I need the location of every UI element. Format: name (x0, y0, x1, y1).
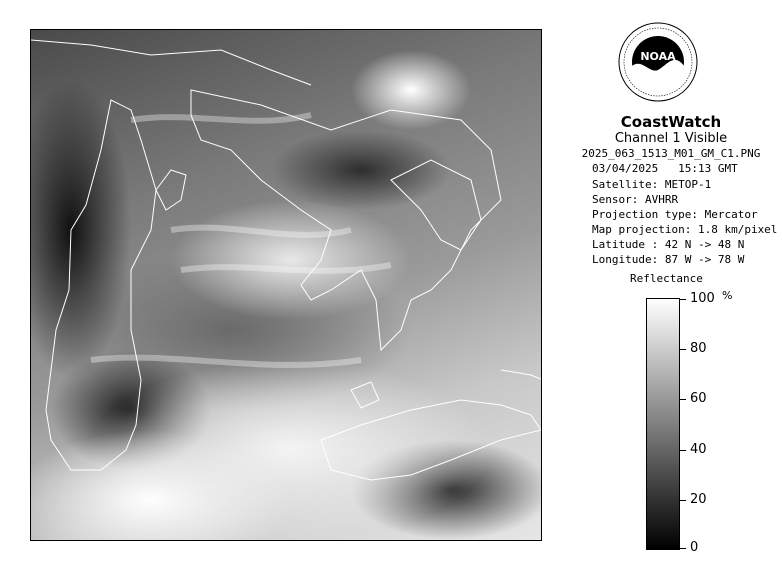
lake-ontario-coastline (501, 370, 542, 380)
colorbar-tick-label: 60 (690, 391, 707, 406)
filename-text: 2025_063_1513_M01_GM_C1.PNG (581, 147, 761, 160)
date-time-text (592, 162, 738, 175)
channel-name: Channel 1 Visible (614, 131, 728, 146)
latitude-text: Latitude : 42 N -> 48 N (592, 238, 745, 251)
colorbar-tick-label: 40 (690, 442, 707, 457)
lake-michigan-coastline (46, 100, 156, 470)
colorbar-tick (680, 500, 686, 501)
time-text: 15:13 GMT (678, 162, 738, 175)
lake-st-clair-coastline (351, 382, 379, 408)
longitude-text: Longitude: 87 W -> 78 W (592, 253, 745, 266)
reflectance-colorbar (646, 298, 680, 550)
colorbar-tick-label: 80 (690, 341, 707, 356)
colorbar-tick-label: 100 (690, 291, 715, 306)
colorbar-title: Reflectance (630, 272, 703, 285)
noaa-logo (618, 22, 698, 102)
colorbar-tick (680, 349, 686, 350)
lake-huron-coastline (191, 90, 501, 350)
product-title: CoastWatch (620, 113, 722, 131)
colorbar-tick (680, 299, 686, 300)
logo-text: NOAA (640, 50, 676, 63)
satellite-text: Satellite: METOP-1 (592, 178, 712, 191)
colorbar-tick (680, 548, 686, 549)
green-bay-coastline (156, 170, 186, 210)
date-text: 03/04/2025 (592, 162, 659, 175)
lake-superior-coastline (31, 40, 311, 85)
colorbar-tick (680, 399, 686, 400)
sensor-text: Sensor: AVHRR (592, 193, 679, 206)
map-projection-text: Map projection: 1.8 km/pixel (592, 223, 778, 236)
coastline-overlay (31, 30, 542, 541)
projection-type-text: Projection type: Mercator (592, 208, 758, 221)
colorbar-tick (680, 450, 686, 451)
lake-erie-coastline (321, 400, 541, 480)
satellite-image (30, 29, 542, 541)
colorbar-tick-label: 0 (690, 540, 699, 555)
colorbar-unit: % (722, 289, 733, 302)
colorbar-tick-label: 20 (690, 492, 707, 507)
